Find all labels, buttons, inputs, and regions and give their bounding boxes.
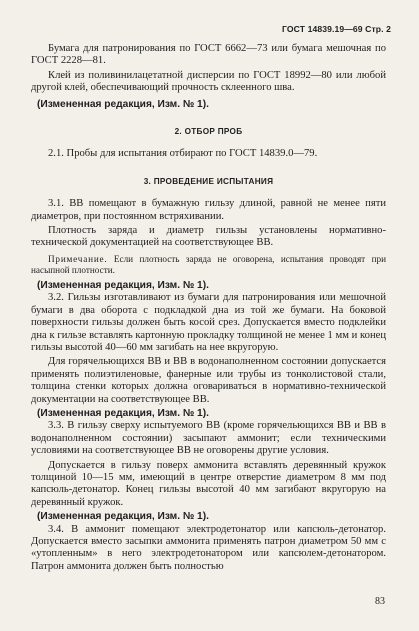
paragraph-3-1-density: Плотность заряда и диаметр гильзы установлены нормативно-технической документацией на соответствующее ВВ. (31, 225, 386, 249)
paragraph-3-1: 3.1. ВВ помещают в бумажную гильзу длиной, равной не менее пяти диаметров, при постоянном встряхивании. (31, 198, 386, 222)
page-header-gost: ГОСТ 14839.19—69 Стр. 2 (282, 24, 391, 34)
page-number: 83 (375, 596, 385, 607)
note-text: Если плотность заряда не оговорена, испытания проводят при насыпной плотности. (31, 253, 386, 275)
document-body (31, 43, 386, 573)
section-title-testing: 3. ПРОВЕДЕНИЕ ИСПЫТАНИЯ (143, 176, 274, 186)
note-paragraph (31, 254, 386, 276)
paragraph-3-3: 3.3. В гильзу сверху испытуемого ВВ (кроме горячельющихся ВВ и ВВ в водонаполненном состоянии) засыпают аммонит; если техническими условиями на соответствующее ВВ не оговорены другие условия. (31, 420, 386, 457)
paragraph-3-2-tubes: Для горячельющихся ВВ и ВВ в водонаполненном состоянии допускается применять полиэтиленовые, фанерные или трубы из тонколистовой стали, толщина стенки которых должна оговариваться в нормативно-технической документации на соответствующее ВВ. (31, 356, 386, 405)
paragraph-3-4: 3.4. В аммонит помещают электродетонатор или капсюль-детонатор. Допускается вместо засыпки аммонита применять патрон диаметром 50 мм с «утопленным» в него электродетонатором или капсюлем-детонатором. Патрон аммонита должен быть полностью (31, 523, 386, 572)
section-title-sampling: 2. ОТБОР ПРОБ (174, 127, 243, 137)
paragraph-2-1: 2.1. Пробы для испытания отбирают по ГОСТ 14839.0—79. (48, 148, 318, 160)
edit-note: (Измененная редакция, Изм. № 1). (37, 407, 209, 419)
edit-note: (Измененная редакция, Изм. № 1). (37, 279, 209, 291)
paragraph-3-3-disk: Допускается в гильзу поверх аммонита вставлять деревянный кружок толщиной 10—15 мм, имеющий в центре отверстие диаметром 8 мм под капсюль-детонатор. Конец гильзы высотой 40 мм загибают вкругорую на деревянный кружок. (31, 459, 386, 508)
edit-note: (Измененная редакция, Изм. № 1). (37, 98, 209, 110)
edit-note: (Измененная редакция, Изм. № 1). (37, 511, 209, 523)
intro-paragraph-paper: Бумага для патронирования по ГОСТ 6662—73 или бумага мешочная по ГОСТ 2228—81. (31, 43, 386, 67)
intro-paragraph-glue: Клей из поливинилацетатной дисперсии по ГОСТ 18992—80 или любой другой клей, обеспечивающий прочность склеенного шва. (31, 69, 386, 94)
paragraph-3-2: 3.2. Гильзы изготавливают из бумаги для патронирования или мешочной бумаги в два оборота с подкладкой дна из той же бумаги. На боковой поверхности гильзы должен быть косой срез. Допускается вместо подклейки дна к гильзе вставлять картонную прокладку толщиной не менее 1 мм и конец гильзы высотой 40—60 мм загибать на нее вкругорую. (31, 292, 386, 353)
note-label: Примечание. (48, 253, 108, 264)
